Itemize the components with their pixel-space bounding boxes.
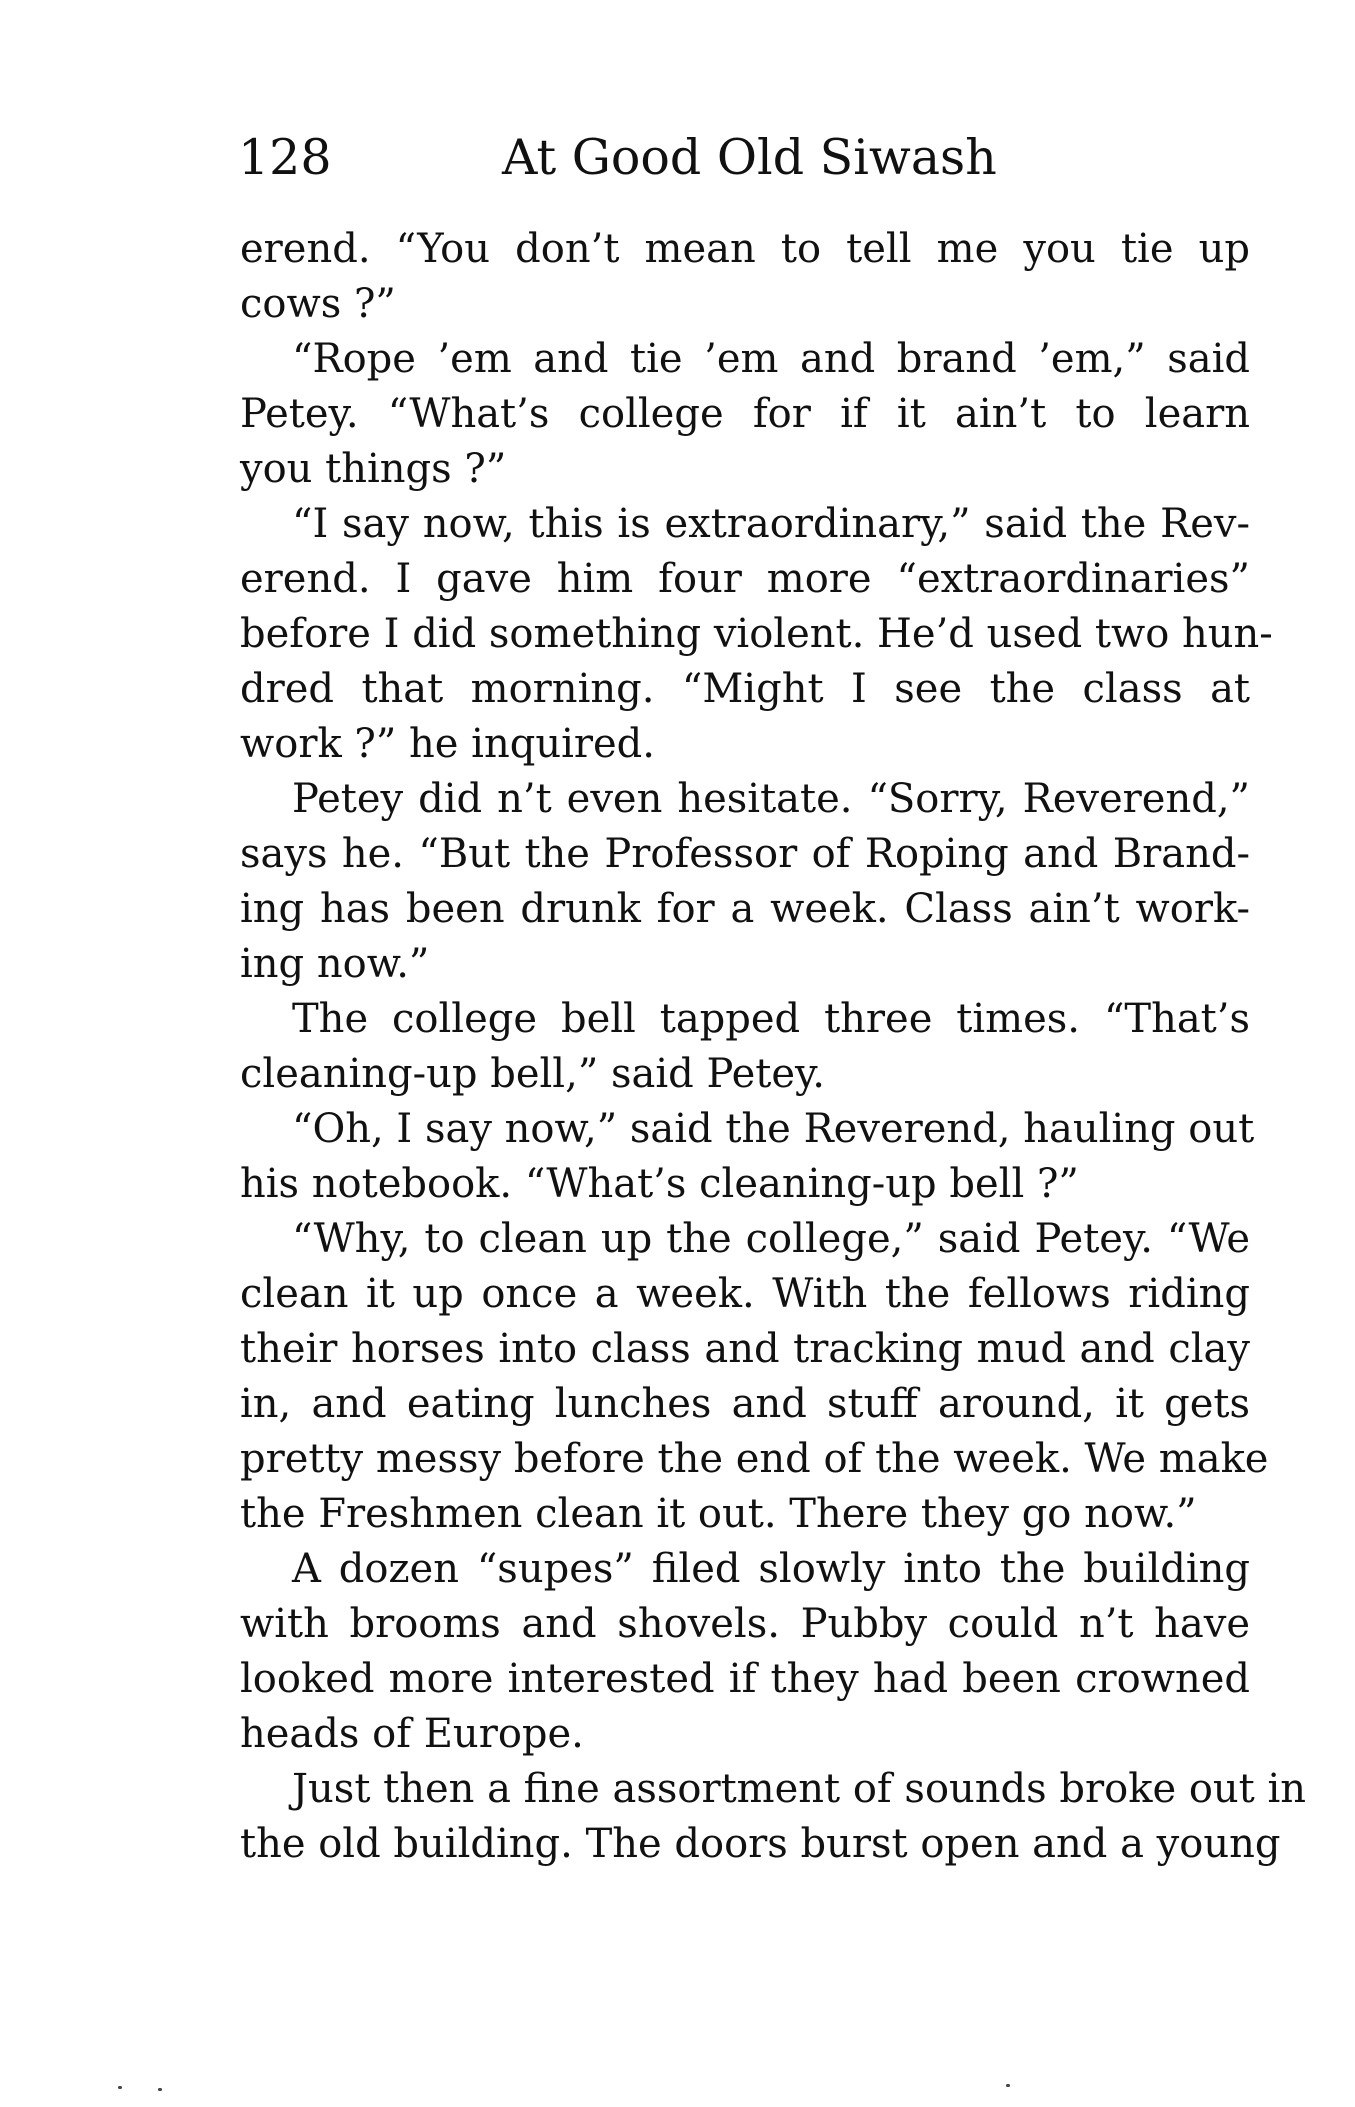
text-line: Petey did n’t even hesitate. “Sorry, Reverend,” bbox=[292, 776, 1250, 822]
body-text bbox=[240, 222, 1307, 1872]
text-line: heads of Europe. bbox=[240, 1711, 584, 1757]
text-line: dred that morning. “Might I see the class at bbox=[240, 666, 1250, 712]
text-line: the old building. The doors burst open and a young bbox=[240, 1821, 1281, 1867]
text-line: in, and eating lunches and stuff around, it gets bbox=[240, 1381, 1250, 1427]
text-line: “Rope ’em and tie ’em and brand ’em,” said bbox=[292, 336, 1250, 382]
text-line: The college bell tapped three times. “That’s bbox=[292, 996, 1250, 1042]
scan-speck bbox=[1006, 2084, 1010, 2087]
text-line: erend. “You don’t mean to tell me you tie up bbox=[240, 226, 1250, 272]
text-line: erend. I gave him four more “extraordinaries” bbox=[240, 556, 1250, 602]
scan-speck bbox=[118, 2086, 122, 2089]
text-line: ing now.” bbox=[240, 941, 430, 987]
text-line: before I did something violent. He’d used two hun- bbox=[240, 611, 1273, 657]
text-line: Just then a fine assortment of sounds broke out in bbox=[292, 1766, 1307, 1812]
text-line: A dozen “supes” filed slowly into the building bbox=[292, 1546, 1250, 1592]
text-line: “Oh, I say now,” said the Reverend, hauling out bbox=[292, 1106, 1255, 1152]
text-line: his notebook. “What’s cleaning-up bell ?” bbox=[240, 1161, 1079, 1207]
text-line: their horses into class and tracking mud and clay bbox=[240, 1326, 1250, 1372]
text-line: you things ?” bbox=[240, 446, 507, 492]
text-line: work ?” he inquired. bbox=[240, 721, 655, 767]
text-line: pretty messy before the end of the week. We make bbox=[240, 1436, 1269, 1482]
text-line: cows ?” bbox=[240, 281, 396, 327]
text-line: clean it up once a week. With the fellows riding bbox=[240, 1271, 1250, 1317]
text-line: says he. “But the Professor of Roping and Brand- bbox=[240, 831, 1250, 877]
text-line: ing has been drunk for a week. Class ain’t work- bbox=[240, 886, 1250, 932]
text-line: “Why, to clean up the college,” said Petey. “We bbox=[292, 1216, 1250, 1262]
text-line: with brooms and shovels. Pubby could n’t have bbox=[240, 1601, 1250, 1647]
text-line: looked more interested if they had been crowned bbox=[240, 1656, 1250, 1702]
running-title: At Good Old Siwash bbox=[502, 129, 997, 186]
text-line: cleaning-up bell,” said Petey. bbox=[240, 1051, 825, 1097]
text-line: “I say now, this is extraordinary,” said the Rev- bbox=[292, 501, 1250, 547]
text-line: Petey. “What’s college for if it ain’t to learn bbox=[240, 391, 1250, 437]
scan-specks bbox=[0, 2082, 1355, 2102]
scan-speck bbox=[158, 2088, 162, 2091]
page-number: 128 bbox=[238, 129, 332, 186]
running-head bbox=[238, 128, 1238, 188]
text-line: the Freshmen clean it out. There they go now.” bbox=[240, 1491, 1197, 1537]
